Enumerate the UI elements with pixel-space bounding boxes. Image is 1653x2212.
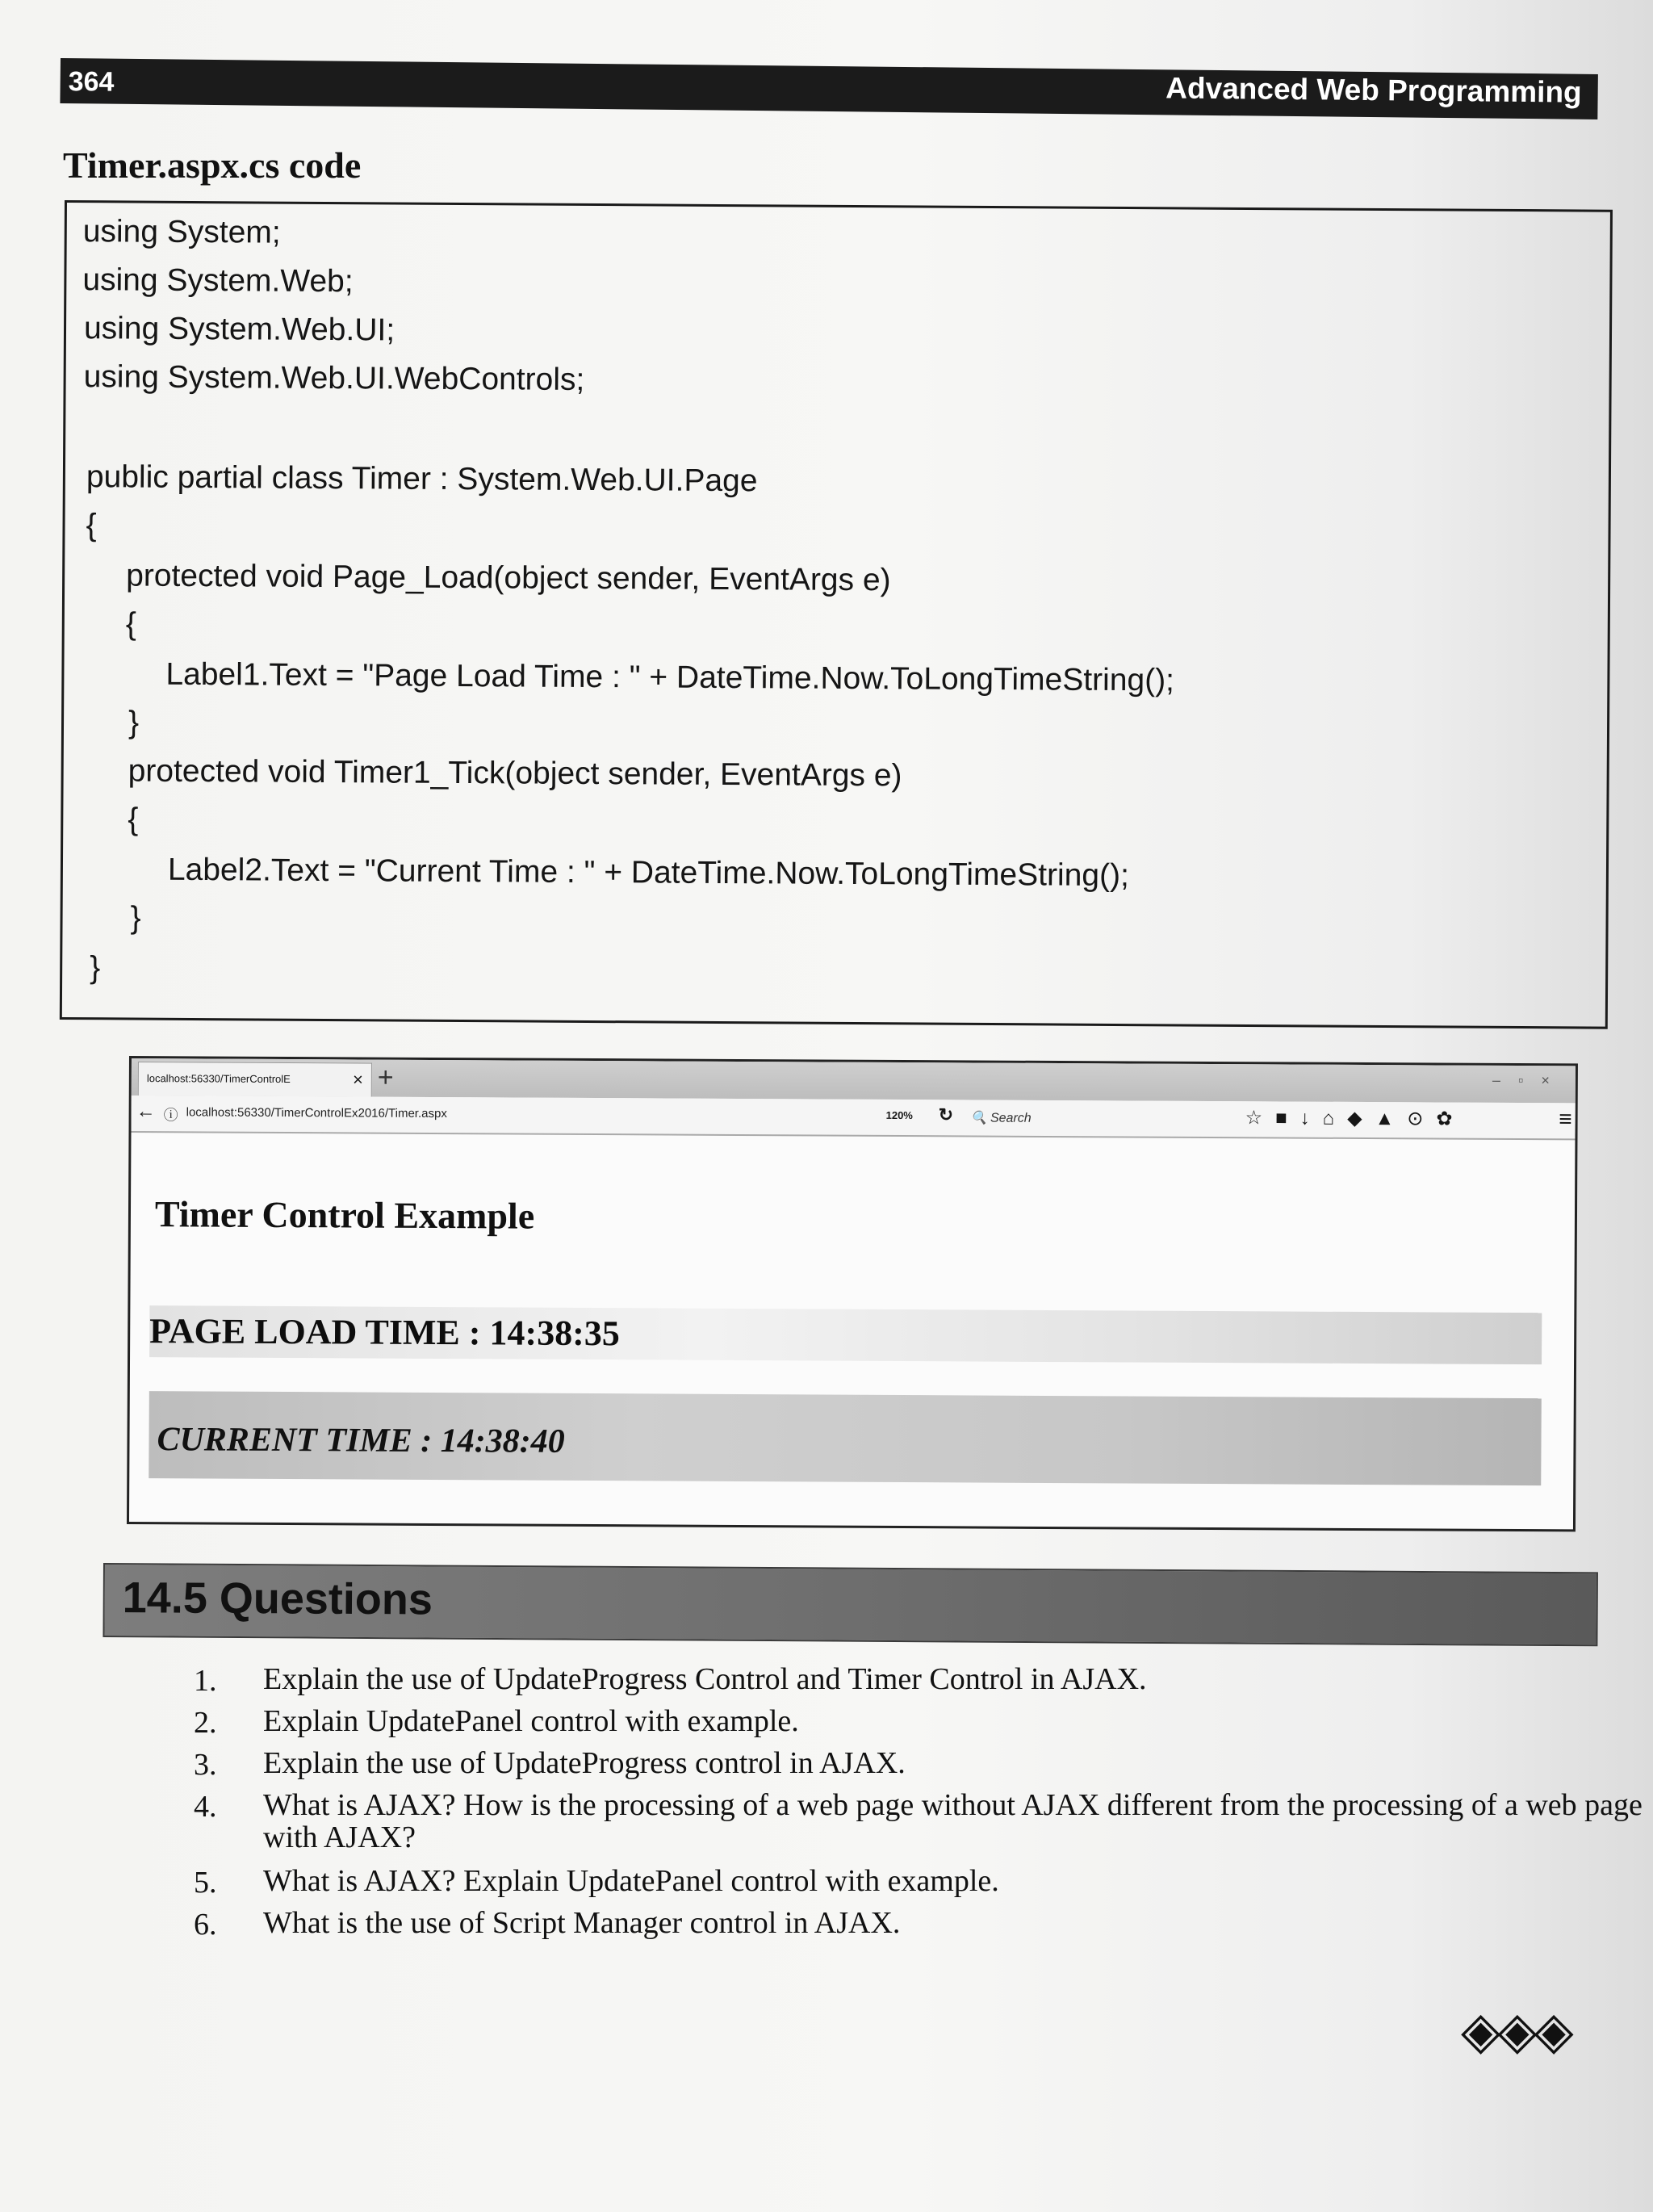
- search-input[interactable]: 🔍 Search: [970, 1111, 1032, 1125]
- questions-banner: [103, 1563, 1598, 1646]
- tab-title: localhost:56330/TimerControlE: [146, 1072, 291, 1086]
- reload-icon[interactable]: ↻: [938, 1104, 954, 1125]
- hamburger-menu-icon[interactable]: ≡: [1559, 1106, 1572, 1132]
- question-text: What is AJAX? How is the processing of a web page without AJAX different from the processing of a web page with AJAX?: [263, 1788, 1643, 1854]
- zoom-level[interactable]: 120%: [885, 1108, 913, 1122]
- code-line: {: [86, 508, 97, 543]
- search-placeholder: Search: [990, 1111, 1032, 1125]
- question-text: Explain the use of UpdateProgress control in AJAX.: [263, 1746, 906, 1780]
- question-text: Explain UpdatePanel control with example.: [263, 1704, 799, 1738]
- code-line: Label1.Text = "Page Load Time : " + DateTime.Now.ToLongTimeString();: [165, 656, 1175, 698]
- code-line: }: [130, 900, 141, 936]
- question-text: What is the use of Script Manager control in AJAX.: [263, 1906, 901, 1940]
- code-line: Label2.Text = "Current Time : " + DateTime.Now.ToLongTimeString();: [167, 852, 1129, 894]
- question-text: Explain the use of UpdateProgress Control and Timer Control in AJAX.: [263, 1662, 1147, 1696]
- question-number: 3.: [194, 1748, 217, 1782]
- question-number: 4.: [194, 1790, 217, 1824]
- question-number: 2.: [194, 1706, 217, 1740]
- close-icon[interactable]: ×: [352, 1069, 363, 1090]
- end-of-chapter-diamonds-icon: ◈◈◈: [1461, 2001, 1571, 2059]
- code-line: using System.Web;: [82, 262, 354, 300]
- question-number: 1.: [194, 1664, 217, 1698]
- browser-page-heading: Timer Control Example: [154, 1193, 535, 1237]
- code-line: protected void Timer1_Tick(object sender, EventArgs e): [128, 753, 902, 794]
- page-load-time-label: PAGE LOAD TIME : 14:38:35: [149, 1311, 620, 1354]
- back-arrow-icon[interactable]: ←: [136, 1100, 156, 1123]
- questions-title: 14.5 Questions: [122, 1573, 433, 1624]
- section-heading: Timer.aspx.cs code: [63, 145, 362, 186]
- page-number: 364: [68, 66, 115, 98]
- browser-screenshot: [127, 1056, 1578, 1531]
- page-load-label-panel: [149, 1305, 1542, 1364]
- code-listing: [60, 200, 1613, 1029]
- current-time-label-panel: [149, 1391, 1542, 1485]
- browser-nav-bar: [132, 1096, 1576, 1140]
- info-icon[interactable]: ⓘ: [163, 1107, 178, 1124]
- code-line: using System.Web.UI.WebControls;: [83, 359, 585, 397]
- code-line: using System.Web.UI;: [83, 311, 395, 348]
- address-bar[interactable]: localhost:56330/TimerControlEx2016/Timer.aspx: [186, 1105, 447, 1121]
- window-controls[interactable]: –▫×: [1492, 1071, 1567, 1089]
- code-line: protected void Page_Load(object sender, EventArgs e): [126, 558, 891, 598]
- code-line: public partial class Timer : System.Web.UI.Page: [86, 459, 758, 499]
- question-text: What is AJAX? Explain UpdatePanel control with example.: [263, 1864, 999, 1898]
- code-line: {: [125, 606, 136, 642]
- browser-tab[interactable]: [138, 1062, 372, 1097]
- code-line: {: [128, 802, 139, 837]
- toolbar-icons[interactable]: ☆■↓⌂◆▲⊙✿: [1245, 1107, 1466, 1130]
- code-line: }: [128, 705, 140, 740]
- new-tab-icon[interactable]: +: [377, 1062, 394, 1093]
- code-line: }: [90, 950, 101, 986]
- code-line: using System;: [82, 214, 281, 250]
- current-time-label: CURRENT TIME : 14:38:40: [157, 1421, 565, 1460]
- question-number: 6.: [194, 1908, 217, 1942]
- page-header-bar: [60, 58, 1597, 119]
- question-number: 5.: [194, 1866, 217, 1900]
- running-title: Advanced Web Programming: [1165, 71, 1582, 109]
